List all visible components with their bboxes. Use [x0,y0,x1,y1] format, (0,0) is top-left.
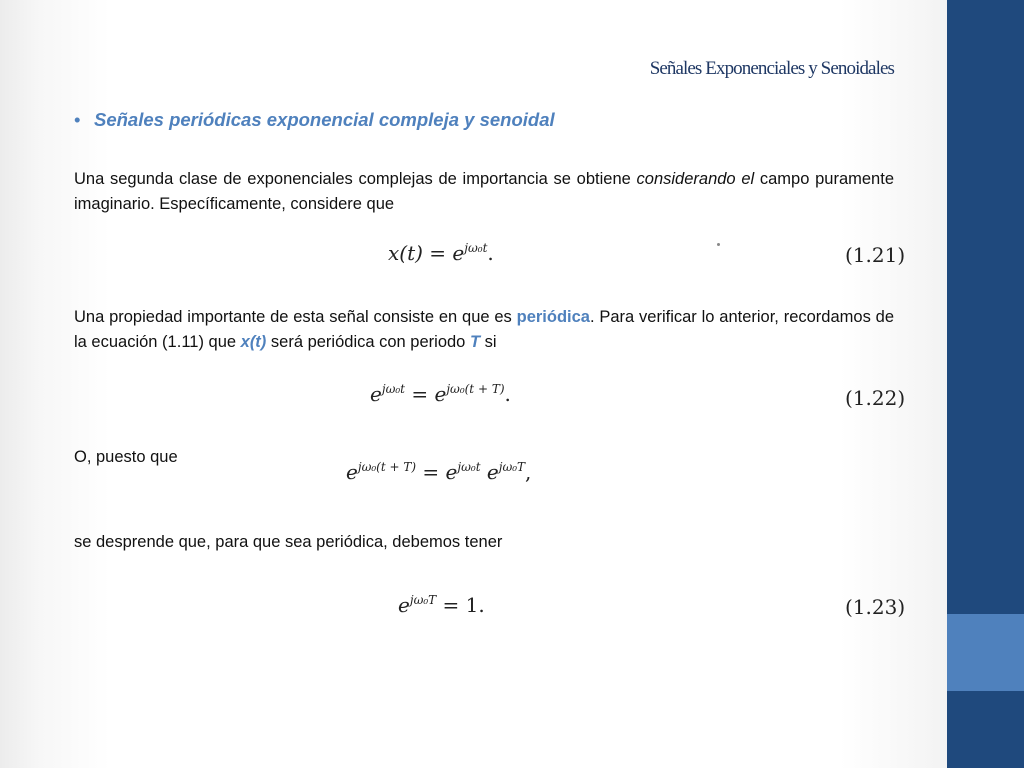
highlight-T: T [469,333,481,351]
paragraph-intro [74,167,894,217]
bullet-heading [74,109,555,131]
equation-1-21-base: e [452,241,465,265]
equation-1-21-tail: . [487,241,494,265]
text-puesto-que: O, puesto que [74,448,178,466]
equation-intermediate-lhs-exponent: jω₀(t + T) [357,460,417,474]
paragraph-periodic-part2: . Para verificar lo anterior, recordamos de la ecuación (1.11) que [74,308,894,351]
bullet-marker: • [74,109,81,130]
equation-number-1-23: (1.23) [845,595,906,619]
equation-intermediate-r1-exponent: jω₀t [457,460,481,474]
equation-number-1-22: (1.22) [845,386,906,410]
equation-1-22-lhs-base: e [370,382,382,406]
sidebar-accent-block [947,614,1024,691]
equation-1-21-equals: = [422,241,453,265]
text-se-desprende: se desprende que, para que sea periódica, debemos tener [74,533,503,551]
highlight-xt: x(t) [240,333,267,351]
equation-intermediate-r1-base: e [445,460,458,484]
slide-title: Señales Exponenciales y Senoidales [649,58,894,79]
highlight-periodica: periódica [516,308,590,326]
equation-1-21-exponent: jω₀t [464,241,488,255]
equation-1-22-rhs-base: e [434,382,447,406]
equation-1-22-tail: . [504,382,511,406]
scan-speck [717,243,720,246]
paragraph-intro-italic: considerando el [636,170,755,188]
paragraph-periodic-part3: será periódica con periodo [266,333,470,351]
equation-1-23-rhs: = 1. [436,593,485,617]
paragraph-periodic-part1: Una propiedad importante de esta señal consiste en que es [74,308,517,326]
equation-1-23-base: e [398,593,410,617]
equation-1-22 [370,382,511,406]
paragraph-intro-end: campo puramente imaginario. Específicamente, considere que [74,170,894,213]
bullet-heading-text: Señales periódicas exponencial compleja y senoidal [94,109,555,130]
equation-number-1-21: (1.21) [845,243,906,267]
equation-intermediate-r2-exponent: jω₀T [498,460,526,474]
paragraph-intro-start: Una segunda clase de exponenciales complejas de importancia se obtiene [74,170,637,188]
paragraph-periodic-part4: si [480,333,497,351]
equation-intermediate-tail: , [525,460,532,484]
equation-intermediate [346,460,531,484]
equation-1-21 [388,241,494,265]
paragraph-periodic [74,305,894,355]
equation-1-23-exponent: jω₀T [409,593,437,607]
equation-1-22-rhs-exponent: jω₀(t + T) [446,382,505,396]
equation-intermediate-lhs-base: e [346,460,358,484]
equation-1-22-equals: = [404,382,435,406]
equation-1-21-lhs: x(t) [388,241,423,265]
equation-intermediate-equals: = [416,460,446,484]
equation-intermediate-r2-base: e [480,460,499,484]
equation-1-22-lhs-exponent: jω₀t [381,382,405,396]
equation-1-23 [398,593,485,617]
